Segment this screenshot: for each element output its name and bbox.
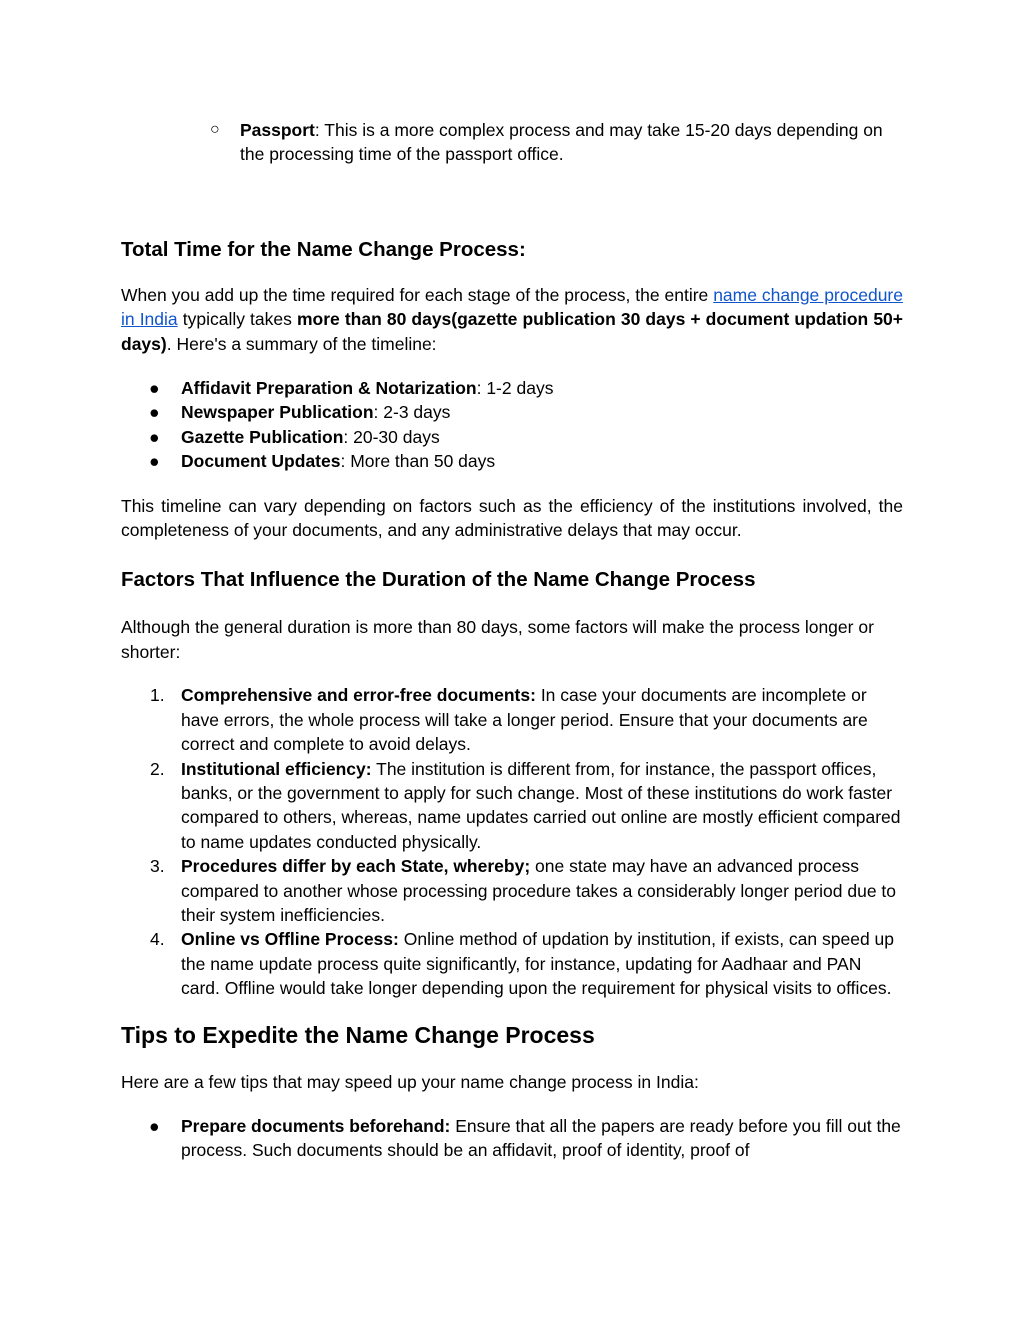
total-time-intro-end: . Here's a summary of the timeline: <box>166 333 437 354</box>
list-number: 2. <box>150 758 165 779</box>
name-change-procedure-link[interactable]: name change procedure in India <box>121 284 903 330</box>
total-time-heading: Total Time for the Name Change Process: <box>121 237 526 261</box>
factor-text: The institution is different from, for instance, the passport offices, banks, or the government to apply for such change. Most of these institutions do work faster compared to others, whereas, name updates carried out online are mostly efficient compared to name updates conducted physically. <box>181 758 901 852</box>
factor-label: Procedures differ by each State, whereby; <box>181 856 531 877</box>
factor-text: In case your documents are incomplete or have errors, the whole process will take a longer period. Ensure that your documents are correct and complete to avoid delays. <box>181 685 868 755</box>
total-time-intro-bold: more than 80 days(gazette publication 30 days + document updation 50+ days) <box>121 309 904 354</box>
list-item <box>121 376 903 400</box>
list-number: 3. <box>150 856 165 877</box>
hollow-circle-bullet-icon: ○ <box>210 121 220 138</box>
factor-text: one state may have an advanced process compared to another whose processing procedure takes a considerably longer period due to their system inefficiencies. <box>181 856 897 925</box>
tip-label: Prepare documents beforehand: <box>181 1115 451 1136</box>
bullet-dot-icon: ● <box>149 378 160 399</box>
factor-label: Institutional efficiency: <box>181 758 372 779</box>
tips-heading: Tips to Expedite the Name Change Process <box>121 1021 595 1048</box>
total-time-intro-start: When you add up the time required for each stage of the process, the entire <box>121 284 714 305</box>
factors-list <box>121 683 903 1000</box>
list-item <box>121 683 903 756</box>
timeline-label: Affidavit Preparation & Notarization <box>181 378 477 399</box>
bullet-dot-icon: ● <box>149 1115 160 1136</box>
timeline-label: Document Updates <box>181 451 341 472</box>
bullet-dot-icon: ● <box>149 402 160 423</box>
list-item <box>121 1114 903 1163</box>
list-number: 1. <box>150 685 165 706</box>
timeline-value: : 1-2 days <box>476 378 554 399</box>
timeline-value: : More than 50 days <box>340 451 496 472</box>
timeline-value: : 2-3 days <box>373 402 451 423</box>
list-item <box>121 927 903 1000</box>
factor-text: Online method of updation by institution, if exists, can speed up the name update process quite significantly, for instance, updating for Aadhaar and PAN card. Offline would take longer depending upon the requirement for physical visits to offices. <box>181 929 895 999</box>
bullet-dot-icon: ● <box>149 451 160 472</box>
tips-list <box>121 1114 903 1163</box>
factors-heading: Factors That Influence the Duration of the Name Change Process <box>121 568 756 592</box>
timeline-value: : 20-30 days <box>343 426 440 447</box>
list-item <box>121 400 903 424</box>
passport-sub-bullet <box>0 118 900 167</box>
total-time-intro <box>121 283 903 356</box>
list-item <box>121 425 903 449</box>
tips-intro: Here are a few tips that may speed up your name change process in India: <box>121 1071 699 1092</box>
list-item <box>121 757 903 855</box>
timeline-label: Newspaper Publication <box>181 402 374 423</box>
timeline-label: Gazette Publication <box>181 426 344 447</box>
list-item <box>121 854 903 927</box>
passport-label: Passport <box>240 120 315 140</box>
total-time-closing: This timeline can vary depending on factors such as the efficiency of the institutions involved, the completeness of your documents, and any administrative delays that may occur. <box>121 495 903 541</box>
total-time-intro-mid: typically takes <box>177 309 297 330</box>
list-number: 4. <box>150 929 165 950</box>
factor-label: Online vs Offline Process: <box>181 929 399 950</box>
list-item <box>121 449 903 473</box>
factor-label: Comprehensive and error-free documents: <box>181 685 536 706</box>
factors-intro: Although the general duration is more than 80 days, some factors will make the process longer or shorter: <box>121 617 874 662</box>
tip-text: Ensure that all the papers are ready before you fill out the process. Such documents should be an affidavit, proof of identity, proof of <box>181 1115 901 1161</box>
document-page <box>121 118 903 1163</box>
passport-text: : This is a more complex process and may take 15-20 days depending on the processing time of the passport office. <box>240 120 883 165</box>
timeline-list <box>121 376 903 474</box>
bullet-dot-icon: ● <box>149 426 160 447</box>
